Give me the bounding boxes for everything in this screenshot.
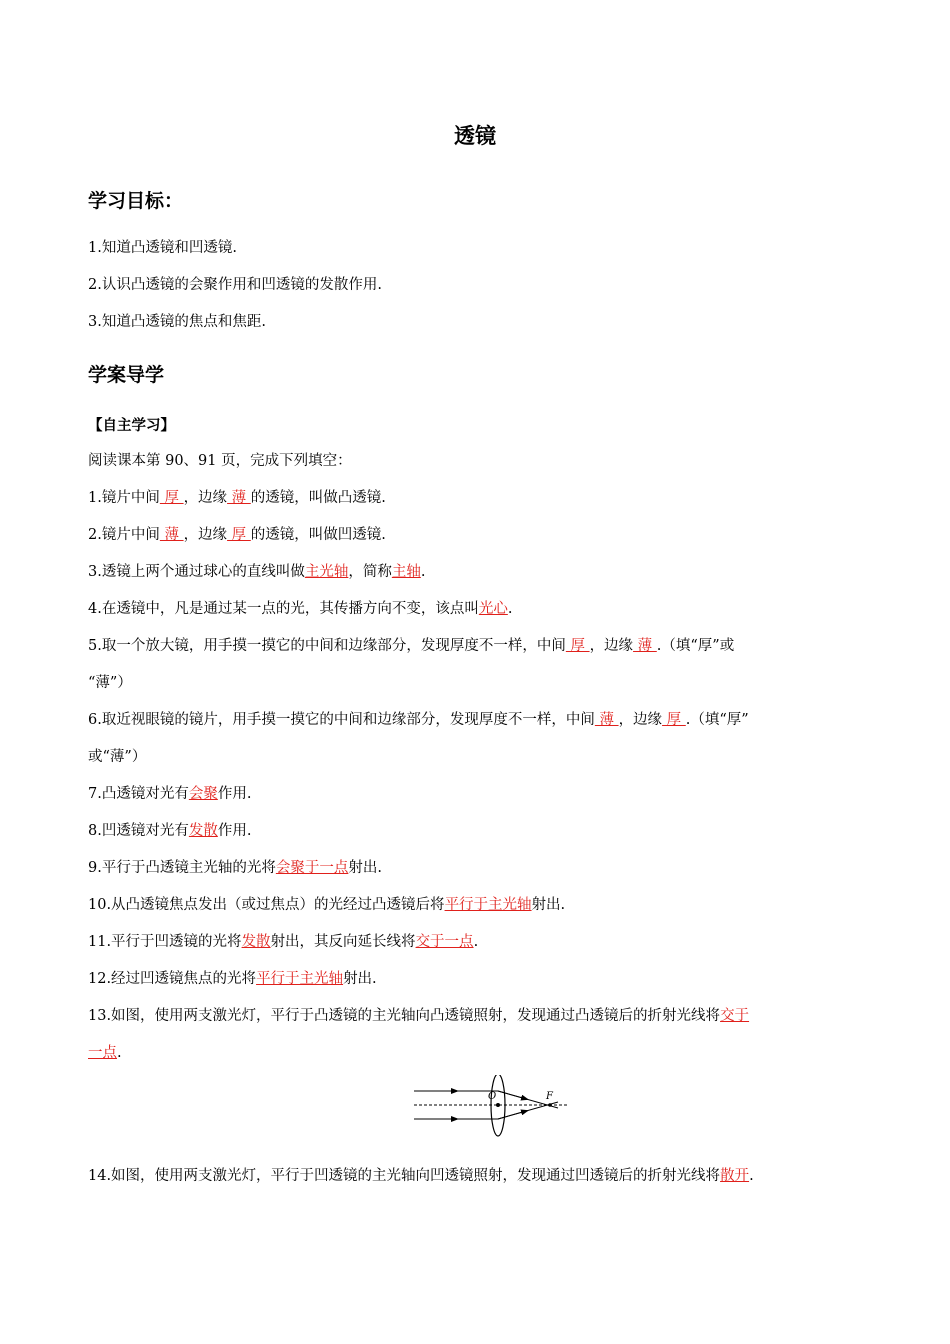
guide-heading: 学案导学 <box>88 364 165 386</box>
question-5: 5.取一个放大镜，用手摸一摸它的中间和边缘部分，发现厚度不一样，中间 厚 ，边缘 薄 .（填“厚”或 <box>88 638 735 654</box>
answer-blank: 发散 <box>188 823 218 839</box>
page-title: 透镜 <box>454 124 496 148</box>
question-9: 9.平行于凸透镜主光轴的光将会聚于一点射出. <box>88 860 382 876</box>
answer-blank: 散开 <box>720 1168 750 1184</box>
question-10: 10.从凸透镜焦点发出（或过焦点）的光经过凸透镜后将平行于主光轴射出. <box>88 897 566 913</box>
question-11: 11.平行于凹透镜的光将发散射出，其反向延长线将交于一点. <box>88 934 479 950</box>
question-8: 8.凹透镜对光有发散作用. <box>88 823 252 839</box>
answer-blank: 厚 <box>159 490 184 506</box>
answer-blank: 薄 <box>227 490 251 506</box>
convex-lens-diagram <box>412 1075 572 1141</box>
question-2: 2.镜片中间 薄 ，边缘 厚 的透镜，叫做凹透镜. <box>88 527 386 543</box>
answer-blank: 会聚 <box>188 786 218 802</box>
refracted-ray-arrow <box>498 1111 528 1120</box>
question-14: 14.如图，使用两支激光灯，平行于凹透镜的主光轴向凹透镜照射，发现通过凹透镜后的折射光线将散开. <box>88 1168 754 1184</box>
answer-blank: 平行于主光轴 <box>444 897 532 913</box>
answer-blank: 光心 <box>478 601 508 617</box>
objective-item: 3.知道凸透镜的焦点和焦距. <box>88 314 266 330</box>
section-label: 【自主学习】 <box>88 418 175 434</box>
question-13: 13.如图，使用两支激光灯，平行于凸透镜的主光轴向凸透镜照射，发现通过凸透镜后的折射光线将交于 <box>88 1008 750 1024</box>
refracted-ray-arrow <box>498 1091 528 1100</box>
question-1: 1.镜片中间 厚 ，边缘 薄 的透镜，叫做凸透镜. <box>88 490 386 506</box>
objectives-heading: 学习目标： <box>88 190 184 212</box>
answer-blank: 薄 <box>159 527 184 543</box>
answer-blank: 厚 <box>227 527 251 543</box>
question-4: 4.在透镜中，凡是通过某一点的光，其传播方向不变，该点叫光心. <box>88 601 513 617</box>
answer-blank: 平行于主光轴 <box>256 971 344 987</box>
answer-blank: 厚 <box>662 712 686 728</box>
question-6: 6.取近视眼镜的镜片，用手摸一摸它的中间和边缘部分，发现厚度不一样，中间 薄 ，边缘 厚 .（填“厚” <box>88 712 749 728</box>
answer-blank: 厚 <box>565 638 590 654</box>
guide-intro: 阅读课本第 90、91 页，完成下列填空： <box>88 453 352 469</box>
question-5-cont: “薄”） <box>88 675 132 691</box>
answer-blank: 发散 <box>241 934 271 950</box>
question-7: 7.凸透镜对光有会聚作用. <box>88 786 252 802</box>
answer-blank: 交于 <box>720 1008 750 1024</box>
answer-blank: 主轴 <box>391 564 421 580</box>
answer-blank: 交于一点 <box>415 934 474 950</box>
question-3: 3.透镜上两个通过球心的直线叫做主光轴，简称主轴. <box>88 564 426 580</box>
answer-blank: 主光轴 <box>304 564 349 580</box>
answer-blank: 薄 <box>633 638 657 654</box>
question-13-cont: 一点. <box>88 1045 122 1061</box>
focus-label: F <box>546 1091 553 1102</box>
optical-center-label: O <box>488 1091 497 1102</box>
question-6-cont: 或“薄”） <box>88 749 147 765</box>
focus-dot <box>548 1103 552 1107</box>
optical-center-dot <box>496 1103 500 1107</box>
answer-blank: 一点 <box>88 1045 117 1061</box>
objective-item: 2.认识凸透镜的会聚作用和凹透镜的发散作用. <box>88 277 382 293</box>
answer-blank: 会聚于一点 <box>275 860 349 876</box>
question-12: 12.经过凹透镜焦点的光将平行于主光轴射出. <box>88 971 377 987</box>
answer-blank: 薄 <box>594 712 619 728</box>
objective-item: 1.知道凸透镜和凹透镜. <box>88 240 237 256</box>
